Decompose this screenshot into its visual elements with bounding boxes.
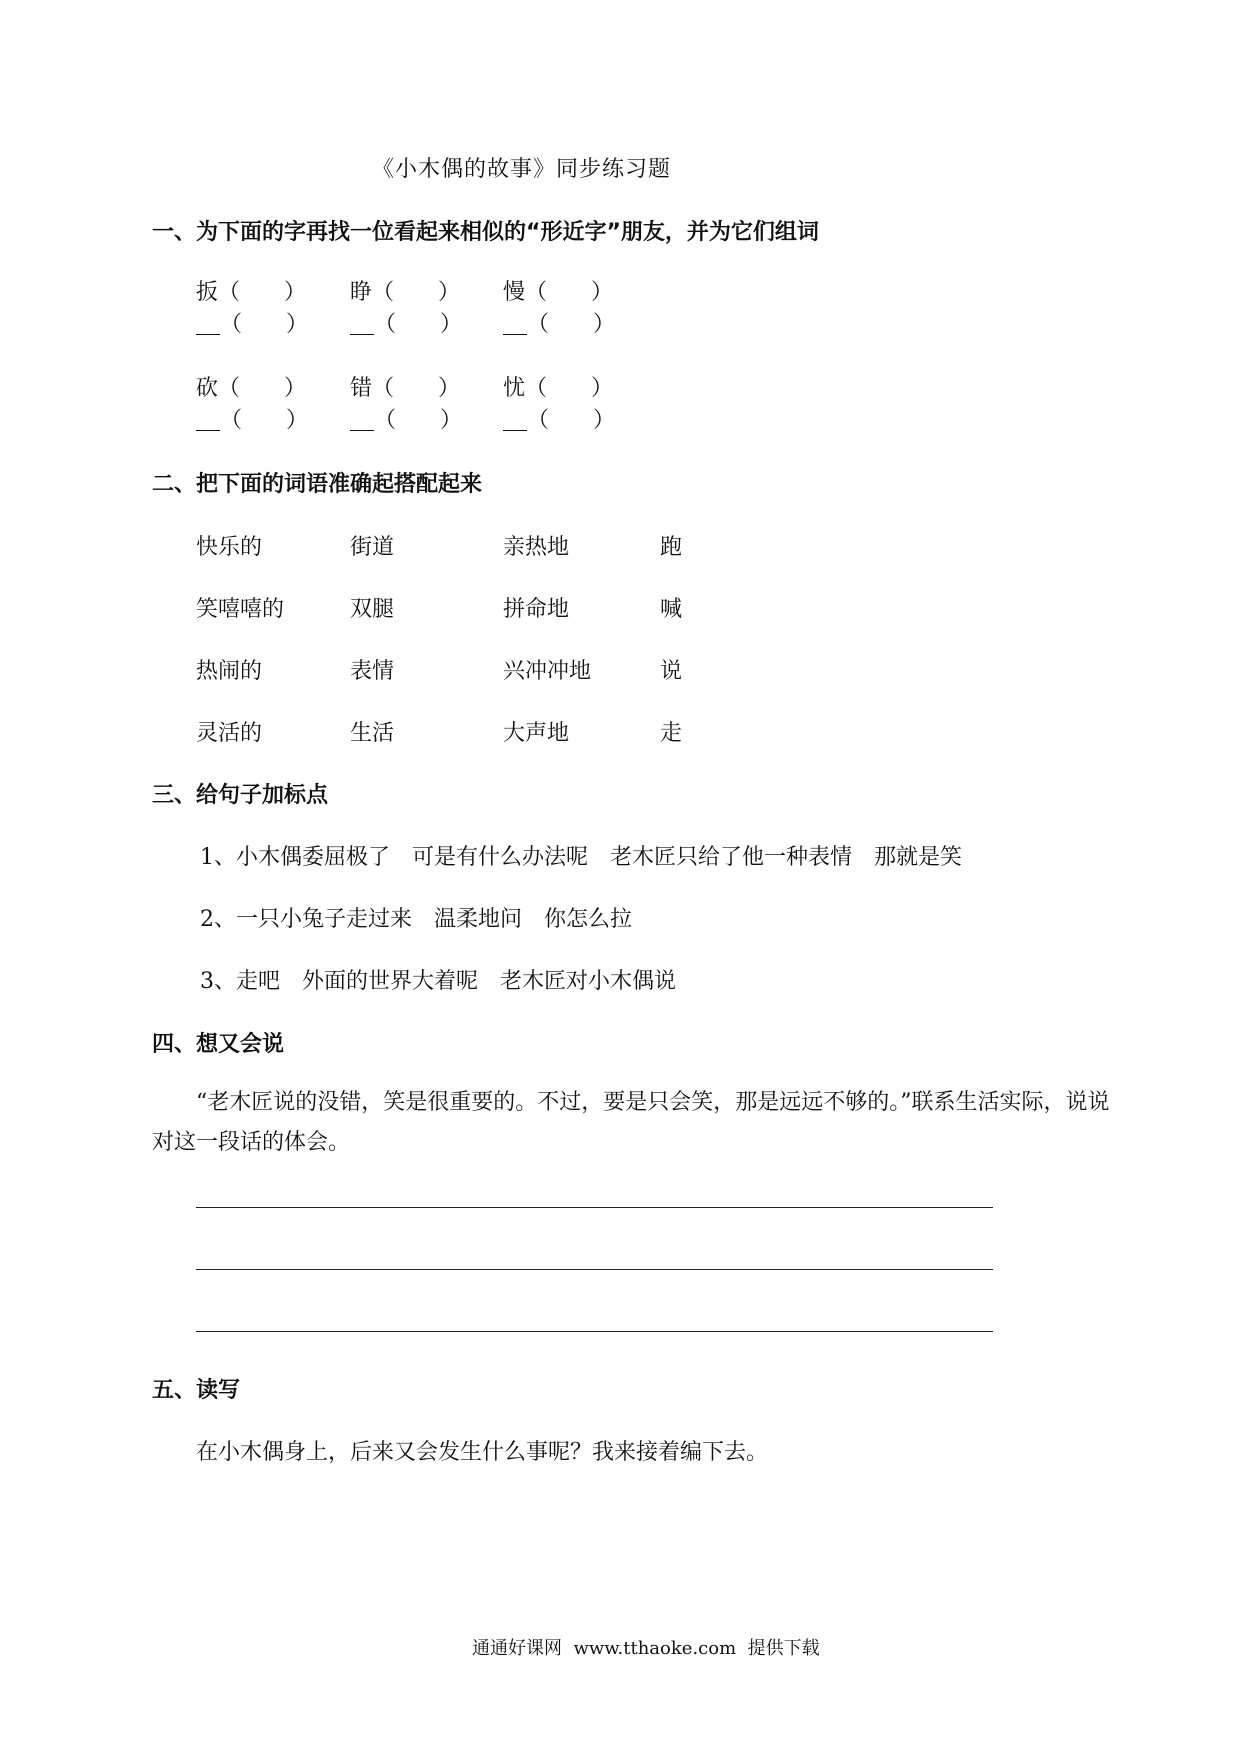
char-item	[503, 371, 613, 402]
word-blank[interactable]: （ ）	[220, 312, 309, 337]
section-4-heading: 四、想又会说	[152, 1032, 285, 1057]
section-5-heading: 五、读写	[152, 1378, 241, 1403]
word-blank[interactable]: （ ）	[372, 280, 461, 305]
char-item	[196, 275, 306, 306]
similar-char-item	[503, 403, 615, 434]
similar-char-item	[350, 403, 462, 434]
match-word: 表情	[350, 659, 395, 684]
char: 忧	[503, 376, 526, 401]
word-blank[interactable]: （ ）	[527, 408, 616, 433]
match-word: 大声地	[503, 721, 570, 746]
similar-char-blank[interactable]	[503, 410, 527, 431]
section-1-heading: 一、为下面的字再找一位看起来相似的“形近字”朋友，并为它们组词	[152, 220, 819, 245]
word-blank[interactable]: （ ）	[374, 312, 463, 337]
char: 慢	[503, 280, 526, 305]
similar-char-blank[interactable]	[196, 314, 220, 335]
writing-prompt: 在小木偶身上，后来又会发生什么事呢？我来接着编下去。	[196, 1440, 769, 1465]
match-word: 笑嘻嘻的	[196, 597, 285, 622]
word-blank[interactable]: （ ）	[525, 280, 614, 305]
word-blank[interactable]: （ ）	[372, 376, 461, 401]
char-item	[503, 275, 613, 306]
punctuation-sentence: 1、小木偶委屈极了 可是有什么办法呢 老木匠只给了他一种表情 那就是笑	[200, 845, 962, 870]
char: 扳	[196, 280, 219, 305]
match-word: 亲热地	[503, 535, 570, 560]
similar-char-blank[interactable]	[350, 314, 374, 335]
answer-line[interactable]	[196, 1269, 993, 1270]
char: 砍	[196, 376, 219, 401]
word-blank[interactable]: （ ）	[220, 408, 309, 433]
similar-char-item	[196, 307, 308, 338]
char: 错	[350, 376, 373, 401]
word-blank[interactable]: （ ）	[218, 280, 307, 305]
answer-line[interactable]	[196, 1207, 993, 1208]
answer-line[interactable]	[196, 1331, 993, 1332]
similar-char-item	[350, 307, 462, 338]
similar-char-item	[503, 307, 615, 338]
match-word: 街道	[350, 535, 395, 560]
match-word: 喊	[660, 597, 683, 622]
section-2-heading: 二、把下面的词语准确起搭配起来	[152, 472, 483, 497]
footer-source: 通通好课网 www.tthaoke.com 提供下载	[472, 1638, 820, 1659]
char: 睁	[350, 280, 373, 305]
match-word: 热闹的	[196, 659, 263, 684]
word-blank[interactable]: （ ）	[525, 376, 614, 401]
char-item	[196, 371, 306, 402]
char-item	[350, 275, 460, 306]
similar-char-blank[interactable]	[196, 410, 220, 431]
similar-char-blank[interactable]	[350, 410, 374, 431]
word-blank[interactable]: （ ）	[218, 376, 307, 401]
similar-char-item	[196, 403, 308, 434]
match-word: 兴冲冲地	[503, 659, 592, 684]
match-word: 生活	[350, 721, 395, 746]
match-word: 说	[660, 659, 683, 684]
word-blank[interactable]: （ ）	[527, 312, 616, 337]
match-word: 拼命地	[503, 597, 570, 622]
page-title: 《小木偶的故事》同步练习题	[372, 157, 672, 182]
reflection-prompt: “老木匠说的没错，笑是很重要的。不过，要是只会笑，那是远远不够的。”联系生活实际，说说对这一段话的体会。	[152, 1090, 1110, 1155]
match-word: 快乐的	[196, 535, 263, 560]
word-blank[interactable]: （ ）	[374, 408, 463, 433]
punctuation-sentence: 3、走吧 外面的世界大着呢 老木匠对小木偶说	[200, 969, 676, 994]
char-item	[350, 371, 460, 402]
punctuation-sentence: 2、一只小兔子走过来 温柔地问 你怎么拉	[200, 907, 632, 932]
match-word: 灵活的	[196, 721, 263, 746]
match-word: 跑	[660, 535, 683, 560]
match-word: 走	[660, 721, 683, 746]
similar-char-blank[interactable]	[503, 314, 527, 335]
section-3-heading: 三、给句子加标点	[152, 783, 329, 808]
match-word: 双腿	[350, 597, 395, 622]
